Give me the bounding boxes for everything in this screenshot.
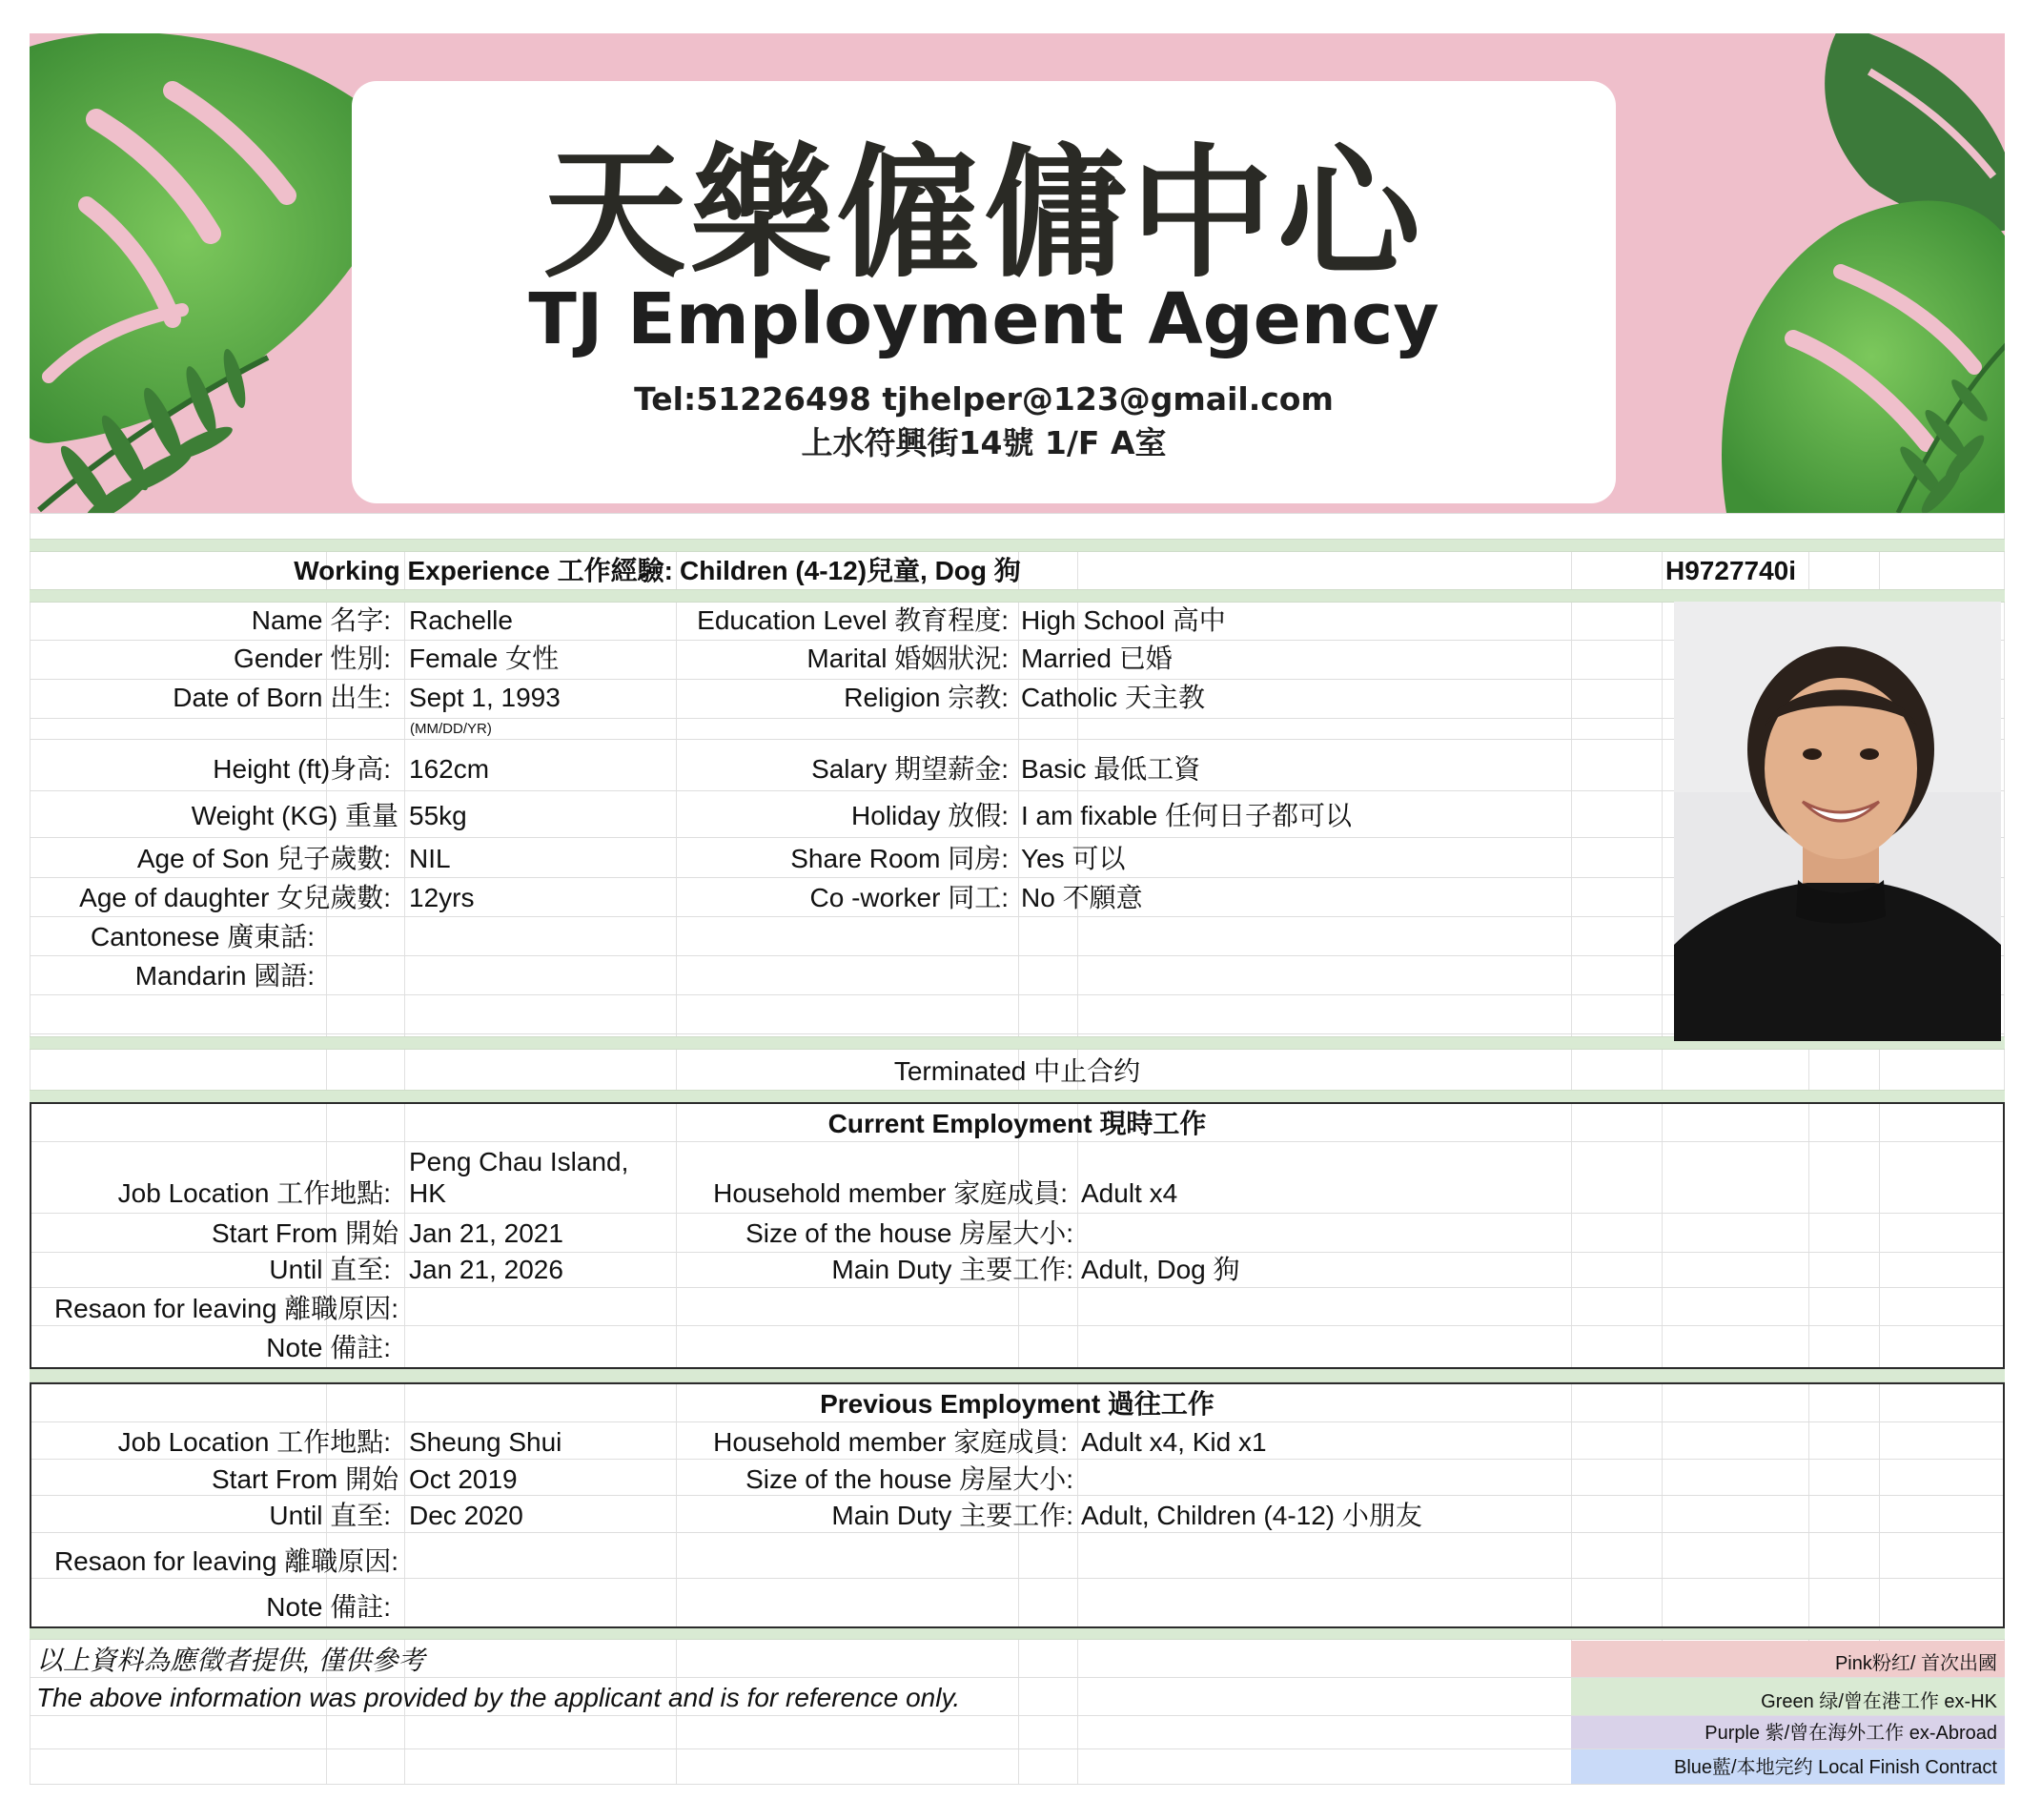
- weight-value: 55kg: [409, 801, 467, 830]
- previous-household-label: Household member 家庭成員:: [713, 1427, 1068, 1457]
- current-job-location-line2: HK: [409, 1178, 446, 1208]
- legend-pink-label: Pink粉红/ 首次出國: [1834, 1653, 1997, 1674]
- salary-label: Salary 期望薪金:: [811, 754, 1009, 784]
- legend-purple: [1571, 1716, 2005, 1748]
- agency-name-chinese: 天樂僱傭中心: [542, 132, 1424, 297]
- weight-label: Weight (KG) 重量: [191, 801, 398, 830]
- previous-note-label: Note 備註:: [266, 1592, 391, 1622]
- disclaimer-chinese: 以上資料為應徵者提供, 僅供參考: [36, 1646, 425, 1675]
- previous-main-duty-value: Adult, Children (4-12) 小朋友: [1081, 1501, 1422, 1530]
- previous-start-label: Start From 開始: [211, 1464, 398, 1494]
- previous-house-size-label: Size of the house 房屋大小:: [745, 1464, 1073, 1494]
- current-start-value: Jan 21, 2021: [409, 1218, 563, 1248]
- current-employment-heading: Current Employment 現時工作: [827, 1109, 1207, 1138]
- legend-blue: [1571, 1749, 2005, 1784]
- share-room-label: Share Room 同房:: [790, 844, 1009, 873]
- legend-purple-label: Purple 紫/曾在海外工作 ex-Abroad: [1705, 1723, 1997, 1744]
- dob-format-hint: (MM/DD/YR): [410, 721, 492, 737]
- daughter-age-label: Age of daughter 女兒歲數:: [79, 883, 391, 912]
- salary-value: Basic 最低工資: [1021, 754, 1201, 784]
- legend-green: [1571, 1678, 2005, 1715]
- current-start-label: Start From 開始: [211, 1218, 398, 1248]
- legend-pink: [1571, 1641, 2005, 1677]
- height-value: 162cm: [409, 754, 490, 784]
- separator-strip: [30, 539, 2005, 552]
- previous-employment-heading: Previous Employment 過往工作: [820, 1389, 1215, 1419]
- agency-contact: Tel:51226498 tjhelper@123@gmail.com: [634, 380, 1334, 418]
- separator-strip: [30, 1090, 2005, 1103]
- current-note-label: Note 備註:: [266, 1333, 391, 1362]
- current-job-location-label: Job Location 工作地點:: [117, 1178, 391, 1208]
- current-until-value: Jan 21, 2026: [409, 1255, 563, 1284]
- current-leaving-reason-label: Resaon for leaving 離職原因:: [53, 1294, 398, 1323]
- gender-label: Gender 性別:: [234, 644, 391, 673]
- marital-label: Marital 婚姻狀況:: [806, 644, 1009, 673]
- share-room-value: Yes 可以: [1021, 844, 1126, 873]
- marital-value: Married 已婚: [1021, 644, 1173, 673]
- dob-value: Sept 1, 1993: [409, 683, 561, 712]
- daughter-age-value: 12yrs: [409, 883, 475, 912]
- name-value: Rachelle: [409, 605, 513, 635]
- agency-address: 上水符興街14號 1/F A室: [801, 424, 1167, 461]
- agency-name-english: TJ Employment Agency: [528, 278, 1439, 360]
- contract-status: Terminated 中止合约: [893, 1056, 1141, 1086]
- previous-leaving-reason-label: Resaon for leaving 離職原因:: [53, 1546, 398, 1576]
- name-label: Name 名字:: [251, 605, 391, 635]
- agency-title-card: [352, 81, 1616, 503]
- height-label: Height (ft)身高:: [213, 754, 391, 784]
- religion-label: Religion 宗教:: [844, 683, 1009, 712]
- current-household-label: Household member 家庭成員:: [713, 1178, 1068, 1208]
- working-experience-label: Working Experience 工作經驗:: [294, 556, 673, 585]
- separator-strip: [30, 1369, 2005, 1382]
- legend-blue-label: Blue藍/本地完约 Local Finish Contract: [1673, 1757, 1997, 1778]
- son-age-label: Age of Son 兒子歲數:: [136, 844, 391, 873]
- current-until-label: Until 直至:: [269, 1255, 391, 1284]
- previous-main-duty-label: Main Duty 主要工作:: [831, 1501, 1073, 1530]
- current-house-size-label: Size of the house 房屋大小:: [745, 1218, 1073, 1248]
- previous-until-label: Until 直至:: [269, 1501, 391, 1530]
- header-banner: [30, 33, 2005, 513]
- applicant-photo: [1674, 602, 2001, 1041]
- current-main-duty-value: Adult, Dog 狗: [1081, 1255, 1240, 1284]
- holiday-label: Holiday 放假:: [851, 801, 1009, 830]
- cantonese-label: Cantonese 廣東話:: [91, 922, 315, 951]
- passport-id: H9727740i: [1665, 556, 1797, 585]
- education-value: High School 高中: [1021, 605, 1226, 635]
- previous-until-value: Dec 2020: [409, 1501, 523, 1530]
- previous-job-location-value: Sheung Shui: [409, 1427, 562, 1457]
- current-main-duty-label: Main Duty 主要工作:: [831, 1255, 1073, 1284]
- applicant-portrait-image: [1674, 602, 2001, 1041]
- current-household-value: Adult x4: [1081, 1178, 1178, 1208]
- mandarin-label: Mandarin 國語:: [134, 961, 315, 991]
- coworker-value: No 不願意: [1021, 883, 1143, 912]
- son-age-value: NIL: [409, 844, 451, 873]
- previous-job-location-label: Job Location 工作地點:: [117, 1427, 391, 1457]
- previous-start-value: Oct 2019: [409, 1464, 518, 1494]
- working-experience-value: Children (4-12)兒童, Dog 狗: [680, 556, 1021, 585]
- separator-strip: [30, 589, 2005, 603]
- legend-green-label: Green 绿/曾在港工作 ex-HK: [1761, 1691, 1997, 1712]
- religion-value: Catholic 天主教: [1021, 683, 1205, 712]
- coworker-label: Co -worker 同工:: [809, 883, 1009, 912]
- previous-household-value: Adult x4, Kid x1: [1081, 1427, 1267, 1457]
- holiday-value: I am fixable 任何日子都可以: [1021, 801, 1352, 830]
- current-job-location-line1: Peng Chau Island,: [409, 1147, 629, 1176]
- gender-value: Female 女性: [409, 644, 560, 673]
- education-label: Education Level 教育程度:: [697, 605, 1009, 635]
- dob-label: Date of Born 出生:: [173, 683, 391, 712]
- separator-strip: [30, 1626, 2005, 1640]
- disclaimer-english: The above information was provided by the applicant and is for reference only.: [36, 1683, 961, 1712]
